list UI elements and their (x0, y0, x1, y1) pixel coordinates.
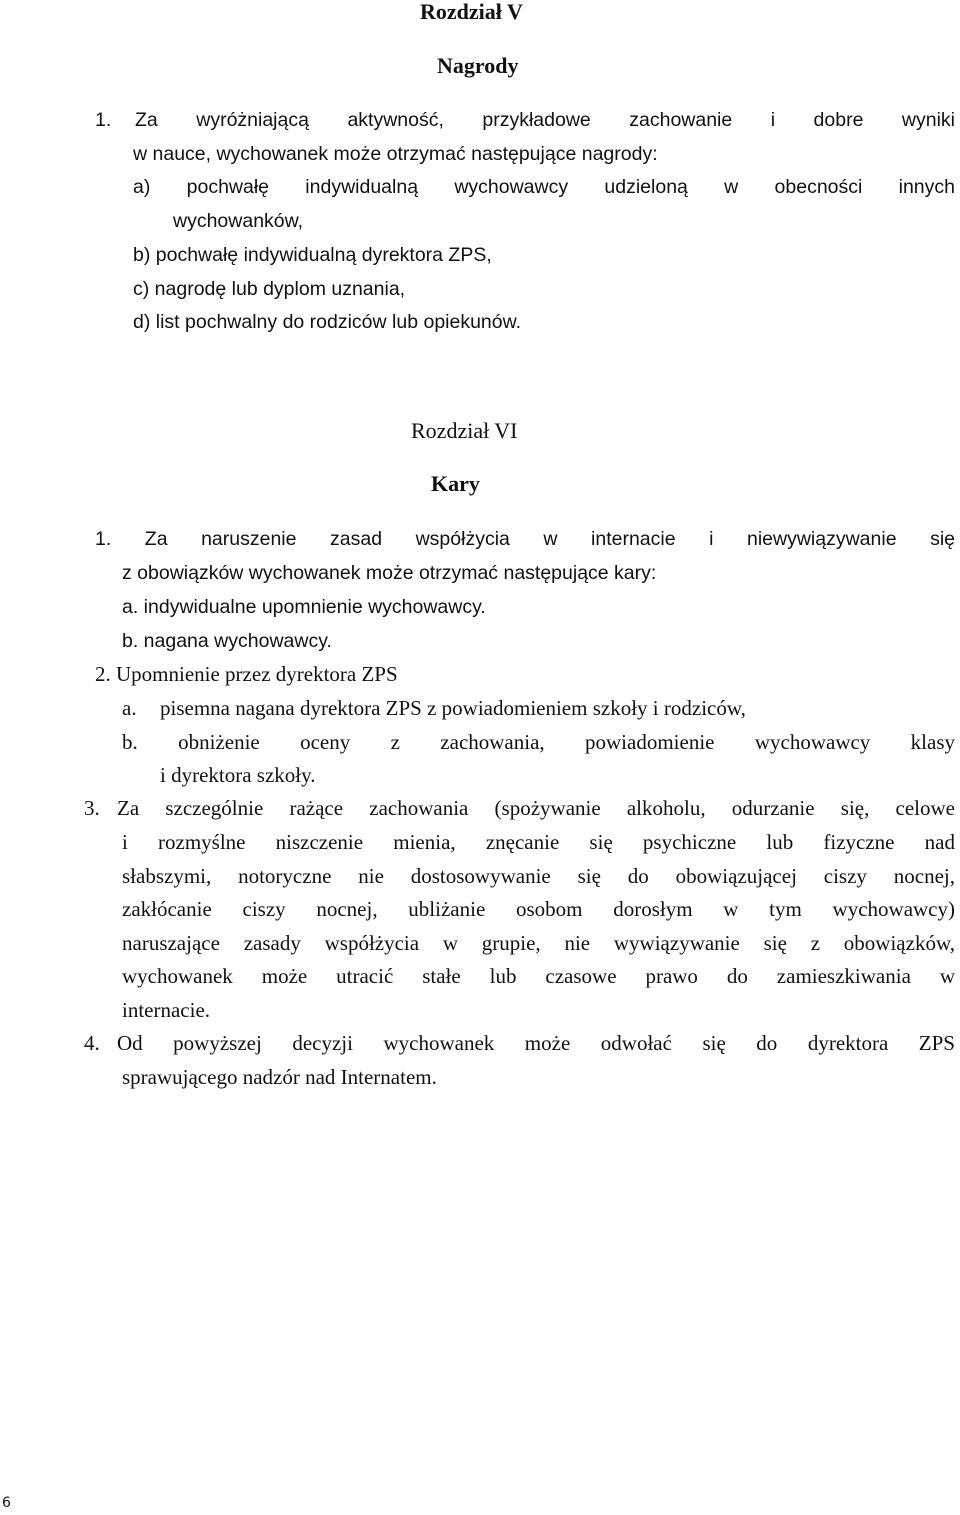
chapter-6-subtitle: Kary (431, 471, 480, 496)
reward-a-line-2: wychowanków, (173, 210, 304, 232)
penalties-item-3-line-5: naruszające zasady współżycia w grupie, nie wywiązywanie się z obowiązków, (122, 931, 955, 955)
chapter-5-subtitle: Nagrody (437, 53, 519, 78)
reward-c: c) nagrodę lub dyplom uznania, (133, 278, 406, 300)
page-number: 6 (2, 1495, 11, 1511)
penalties-item-1-line-2: z obowiązków wychowanek może otrzymać następujące kary: (122, 562, 657, 584)
penalty-2b-line-2: i dyrektora szkoły. (160, 763, 316, 787)
rewards-item-1-line-2: w nauce, wychowanek może otrzymać następujące nagrody: (133, 143, 658, 165)
penalties-item-3-line-3: słabszymi, notoryczne nie dostosowywanie się do obowiązującej ciszy nocnej, (122, 864, 955, 888)
penalties-item-3-line-7: internacie. (122, 998, 211, 1022)
reward-d: d) list pochwalny do rodziców lub opiekunów. (133, 311, 522, 333)
penalty-1b: b. nagana wychowawcy. (122, 630, 332, 652)
penalties-item-4-line-2: sprawującego nadzór nad Internatem. (122, 1065, 437, 1089)
chapter-5-title: Rozdział V (420, 0, 523, 24)
rewards-item-1-line-1: Za wyróżniającą aktywność, przykładowe zachowanie i dobre wyniki (135, 109, 955, 131)
penalties-item-2: 2. Upomnienie przez dyrektora ZPS (95, 662, 398, 686)
penalties-item-4-number: 4. (84, 1031, 100, 1055)
penalties-item-3-line-4: zakłócanie ciszy nocnej, ubliżanie osobom dorosłym w tym wychowawcy) (122, 897, 955, 921)
penalty-1a: a. indywidualne upomnienie wychowawcy. (122, 596, 486, 618)
chapter-6-title: Rozdział VI (411, 418, 518, 443)
reward-a-line-1: a) pochwałę indywidualną wychowawcy udzieloną w obecności innych (133, 176, 955, 198)
penalties-item-4-line-1: Od powyższej decyzji wychowanek może odwołać się do dyrektora ZPS (117, 1031, 955, 1055)
penalties-item-1-line-1: 1. Za naruszenie zasad współżycia w internacie i niewywiązywanie się (95, 528, 955, 550)
penalty-2b-line-1: b. obniżenie oceny z zachowania, powiadomienie wychowawcy klasy (122, 730, 955, 754)
rewards-item-1-number: 1. (95, 109, 112, 131)
penalty-2a: pisemna nagana dyrektora ZPS z powiadomieniem szkoły i rodziców, (160, 696, 746, 720)
penalties-item-3-line-1: Za szczególnie rażące zachowania (spożywanie alkoholu, odurzanie się, celowe (117, 796, 955, 820)
penalties-item-3-line-6: wychowanek może utracić stałe lub czasowe prawo do zamieszkiwania w (122, 964, 955, 988)
penalty-2a-letter: a. (122, 696, 137, 720)
penalties-item-3-number: 3. (84, 796, 100, 820)
penalties-item-3-line-2: i rozmyślne niszczenie mienia, znęcanie się psychiczne lub fizyczne nad (122, 830, 955, 854)
reward-b: b) pochwałę indywidualną dyrektora ZPS, (133, 244, 492, 266)
